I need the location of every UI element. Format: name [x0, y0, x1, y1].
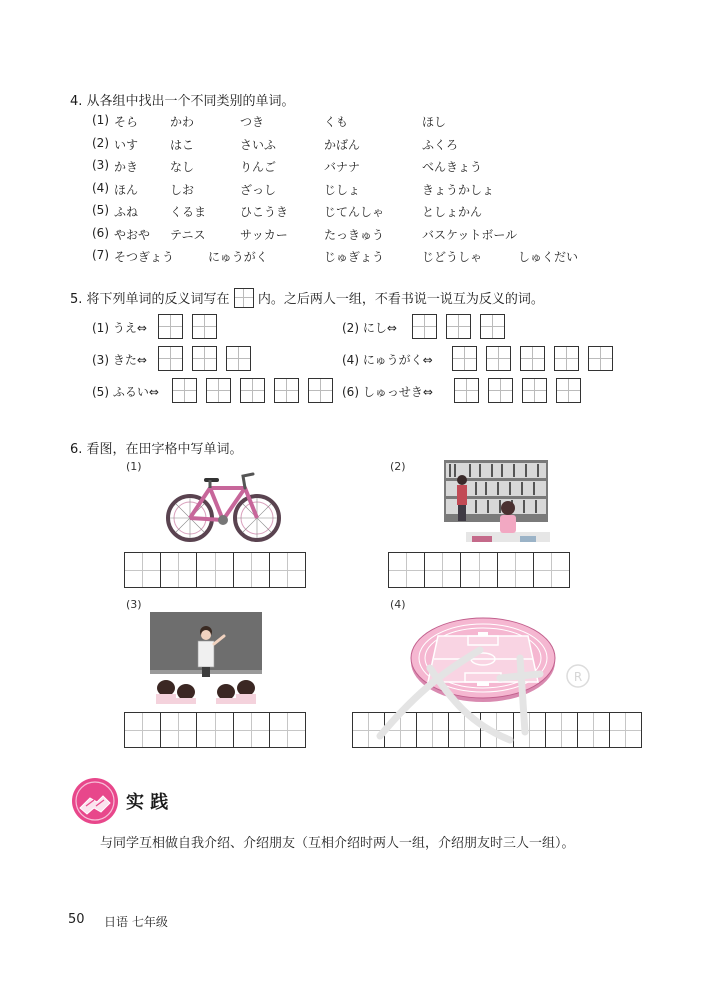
answer-box[interactable] [480, 314, 505, 339]
q4-word: としょかん [422, 205, 483, 219]
q5-title-b: 内。之后两人一组，不看书说一说互为反义的词。 [257, 292, 544, 307]
answer-grid-cell[interactable] [161, 553, 197, 587]
q4-word: しお [170, 182, 195, 197]
q4-row-number: (5) [92, 203, 109, 217]
q4-row-number: (7) [92, 248, 109, 262]
q4-word: りんご [240, 160, 277, 174]
q4-word: いす [114, 137, 139, 152]
q4-title: 4. 从各组中找出一个不同类别的单词。 [70, 94, 295, 109]
q6-title: 6. 看图，在田字格中写单词。 [70, 442, 243, 457]
q4-word: なし [170, 160, 195, 174]
answer-grid-cell[interactable] [610, 713, 641, 747]
answer-box[interactable] [172, 378, 197, 403]
answer-grid-cell[interactable] [125, 713, 161, 747]
answer-box[interactable] [158, 314, 183, 339]
answer-grid-cell[interactable] [461, 553, 497, 587]
q4-word: そら [114, 115, 139, 129]
handshake-icon [72, 778, 118, 824]
practice-handshake-badge [72, 778, 118, 824]
answer-grid-cell[interactable] [125, 553, 161, 587]
q4-word: くも [324, 115, 349, 129]
q4-word: かき [114, 160, 139, 174]
answer-grid-cell[interactable] [389, 553, 425, 587]
q4-word: バスケットボール [422, 227, 518, 242]
q4-word: つき [240, 115, 265, 129]
answer-box[interactable] [486, 346, 511, 371]
book-title: 日语 七年级 [104, 915, 168, 929]
fig1-label: (1) [126, 460, 142, 473]
q4-word: ひこうき [240, 205, 289, 219]
q5-item-label: (6) しゅっせき⇔ [342, 385, 433, 399]
answer-grid-cell[interactable] [534, 553, 569, 587]
answer-box[interactable] [192, 314, 217, 339]
answer-grid-3[interactable] [124, 712, 306, 748]
page-number: 50 [68, 912, 85, 927]
q4-word: そつぎょう [114, 250, 175, 264]
q4-word: くるま [170, 205, 207, 219]
q4-word: ほん [114, 182, 139, 197]
bicycle-icon [165, 466, 283, 544]
q4-row-number: (1) [92, 113, 109, 127]
tianzige-sample-icon [234, 288, 254, 308]
answer-box[interactable] [158, 346, 183, 371]
classroom-illustration-icon [150, 612, 262, 704]
answer-grid-cell[interactable] [234, 553, 270, 587]
q4-word: サッカー [240, 227, 288, 242]
q4-word: きょうかしょ [422, 182, 495, 197]
q4-word: べんきょう [422, 160, 483, 174]
answer-grid-cell[interactable] [425, 553, 461, 587]
answer-box[interactable] [308, 378, 333, 403]
q4-word: たっきゅう [324, 227, 385, 242]
answer-grid-cell[interactable] [234, 713, 270, 747]
answer-box[interactable] [520, 346, 545, 371]
answer-box[interactable] [206, 378, 231, 403]
answer-box[interactable] [452, 346, 477, 371]
answer-grid-cell[interactable] [197, 553, 233, 587]
answer-grid-1[interactable] [124, 552, 306, 588]
q5-item-label: (5) ふるい⇔ [92, 385, 159, 399]
practice-heading: 实 践 [126, 792, 169, 813]
library-illustration-icon [440, 460, 550, 548]
q4-word: しゅくだい [518, 250, 579, 264]
q4-word: じどうしゃ [422, 250, 483, 264]
q4-word: にゅうがく [208, 250, 268, 264]
answer-box[interactable] [488, 378, 513, 403]
q4-word: テニス [170, 227, 206, 242]
svg-text:R: R [573, 670, 583, 684]
q4-row-number: (2) [92, 135, 109, 150]
q4-word: さいふ [240, 137, 277, 152]
q4-word: バナナ [324, 160, 361, 174]
answer-box[interactable] [522, 378, 547, 403]
q5-item-label: (1) うえ⇔ [92, 321, 147, 335]
answer-box[interactable] [554, 346, 579, 371]
q4-row-number: (3) [92, 158, 109, 172]
publisher-watermark-icon [360, 628, 600, 754]
answer-box[interactable] [240, 378, 265, 403]
q5-title-a: 5. 将下列单词的反义词写在 [70, 292, 230, 307]
q4-word: ふね [114, 205, 139, 219]
answer-box[interactable] [192, 346, 217, 371]
q4-word: じしょ [324, 182, 361, 197]
fig4-label: (4) [390, 598, 406, 611]
answer-box[interactable] [412, 314, 437, 339]
q4-row-number: (4) [92, 180, 109, 195]
answer-box[interactable] [226, 346, 251, 371]
q4-word: ざっし [240, 182, 277, 197]
answer-grid-cell[interactable] [270, 553, 305, 587]
answer-grid-cell[interactable] [498, 553, 534, 587]
q5-item-label: (2) にし⇔ [342, 321, 397, 335]
q4-word: じゅぎょう [324, 250, 385, 264]
q4-word: はこ [170, 137, 195, 152]
answer-grid-cell[interactable] [197, 713, 233, 747]
answer-grid-2[interactable] [388, 552, 570, 588]
q5-item-label: (4) にゅうがく⇔ [342, 353, 433, 367]
q4-word: やおや [114, 227, 151, 242]
answer-box[interactable] [446, 314, 471, 339]
q4-row-number: (6) [92, 225, 109, 240]
q5-item-label: (3) きた⇔ [92, 353, 147, 367]
answer-box[interactable] [274, 378, 299, 403]
answer-grid-cell[interactable] [161, 713, 197, 747]
q5-title [70, 288, 544, 310]
fig3-label: (3) [126, 598, 142, 611]
q4-word: かわ [170, 115, 195, 129]
q4-word: じてんしゃ [324, 205, 385, 219]
answer-grid-cell[interactable] [270, 713, 305, 747]
answer-box[interactable] [556, 378, 581, 403]
q4-word: ほし [422, 115, 447, 129]
answer-box[interactable] [454, 378, 479, 403]
fig2-label: (2) [390, 460, 406, 473]
answer-box[interactable] [588, 346, 613, 371]
q4-word: かばん [324, 137, 361, 152]
q4-word: ふくろ [422, 137, 459, 152]
practice-text: 与同学互相做自我介绍、介绍朋友（互相介绍时两人一组，介绍朋友时三人一组）。 [100, 836, 575, 851]
